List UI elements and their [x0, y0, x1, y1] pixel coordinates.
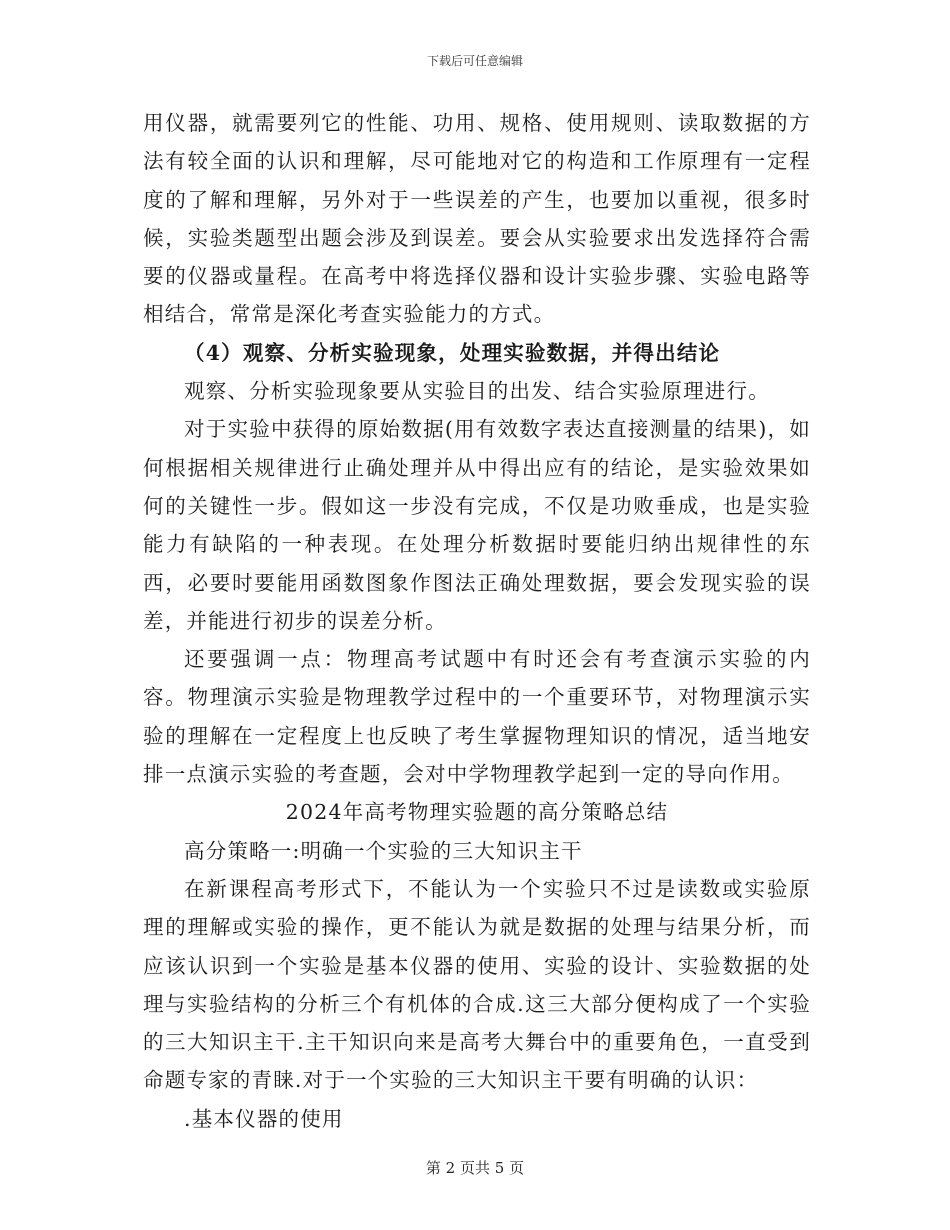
paragraph-demo-experiments: 还要强调一点：物理高考试题中有时还会有考查演示实验的内容。物理演示实验是物理教学过程中的一个重要环节，对物理演示实验的理解在一定程度上也反映了考生掌握物理知识的情况，适当地安排一点演示实验的考查题，会对中学物理教学起到一定的导向作用。 — [143, 647, 811, 787]
paragraph-raw-data: 对于实验中获得的原始数据(用有效数字表达直接测量的结果)，如何根据相关规律进行止确处理并从中得出应有的结论，是实验效果如何的关键性一步。假如这一步没有完成，不仅是功败垂成，也是实验能力有缺陷的一种表现。在处理分析数据时要能归纳出规律性的东西，必要时要能用函数图象作图法正确处理数据，要会发现实验的误差，并能进行初步的误差分析。 — [143, 417, 811, 633]
paragraph-instrument-usage: 用仪器，就需要列它的性能、功用、规格、使用规则、读取数据的方法有较全面的认识和理解，尽可能地对它的构造和工作原理有一定程度的了解和理解，另外对于一些误差的产生，也要加以重视，很多时候，实验类题型出题会涉及到误差。要会从实验要求出发选择符合需要的仪器或量程。在高考中将选择仪器和设计实验步骤、实验电路等相结合，常常是深化考查实验能力的方式。 — [143, 111, 811, 327]
section-heading-observe-analyze: （4）观察、分析实验现象，处理实验数据，并得出结论 — [184, 340, 721, 365]
subheading-basic-instruments: .基本仪器的使用 — [184, 1106, 344, 1131]
page-header: 下载后可任意编辑 — [426, 54, 523, 68]
strategy-one-heading: 高分策略一:明确一个实验的三大知识主干 — [184, 838, 583, 863]
paragraph-strategy-one: 在新课程高考形式下，不能认为一个实验只不过是读数或实验原理的理解或实验的操作，更不能认为就是数据的处理与结果分析，而应该认识到一个实验是基本仪器的使用、实验的设计、实验数据的处理与实验结构的分析三个有机体的合成.这三大部分便构成了一个实验的三大知识主干.主干知识向来是高考大舞台中的重要角色，一直受到命题专家的青睐.对于一个实验的三大知识主干要有明确的认识： — [143, 876, 811, 1093]
page-footer: 第 2 页共 5 页 — [425, 1159, 525, 1177]
document-title: 2024年高考物理实验题的高分策略总结 — [285, 800, 669, 825]
document-body — [143, 104, 811, 1138]
paragraph-observe: 观察、分析实验现象要从实验目的出发、结合实验原理进行。 — [184, 379, 770, 404]
